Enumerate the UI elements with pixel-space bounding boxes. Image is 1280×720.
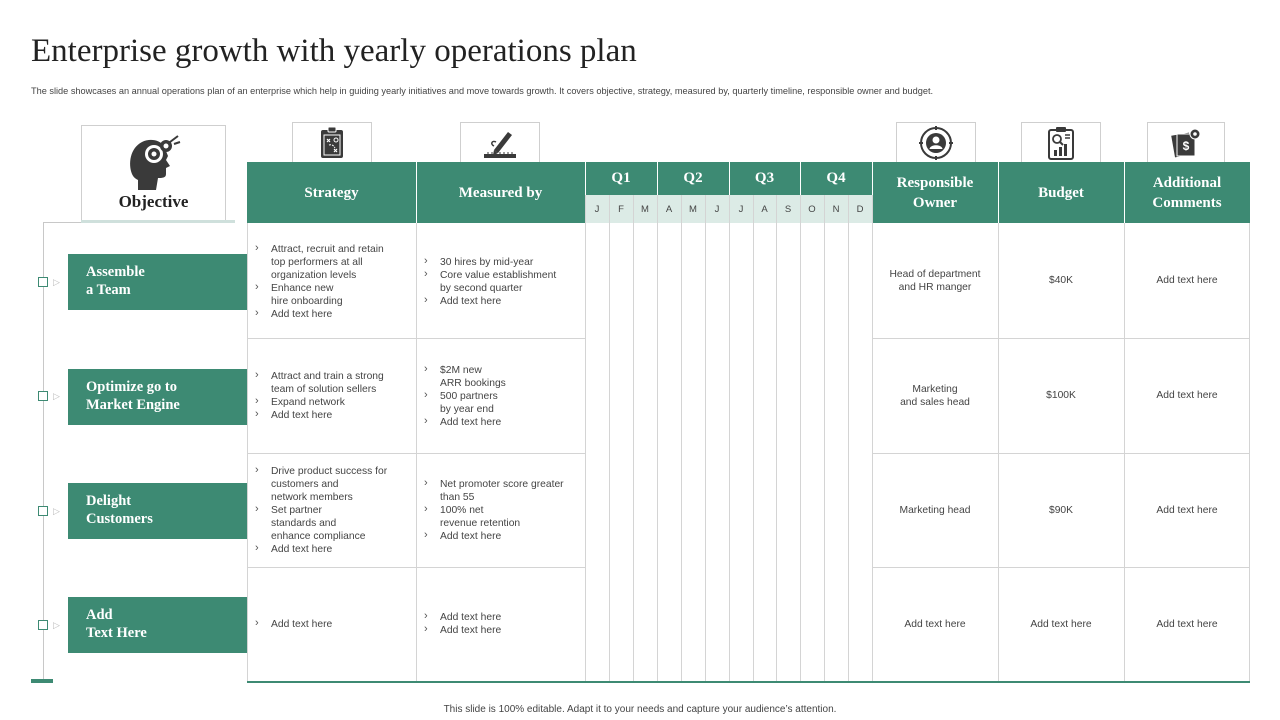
grid-line	[416, 223, 417, 681]
strategy-list	[253, 618, 413, 631]
objective-header	[81, 125, 226, 222]
list-item: › Add text here	[422, 416, 582, 429]
grid-line	[776, 195, 777, 681]
list-item: › Add text here	[422, 530, 582, 543]
budget-cell: Add text here	[1030, 618, 1092, 630]
objective-label: Delight Customers	[68, 483, 248, 539]
list-item: › 30 hires by mid-year	[422, 256, 582, 269]
measured-by-list	[422, 611, 582, 637]
list-item: › Drive product success for customers and network members	[253, 465, 413, 504]
list-item: › Add text here	[253, 409, 413, 422]
list-item: › Attract, recruit and retain top performers at all organization levels	[253, 243, 413, 282]
timeline-marker	[38, 620, 48, 630]
month-jun: J	[705, 195, 729, 223]
grid-line	[247, 223, 248, 681]
header-divider	[800, 162, 801, 195]
grid-line	[609, 195, 610, 681]
header-divider	[657, 162, 658, 195]
header-divider	[729, 162, 730, 195]
header-q1: Q1	[585, 162, 657, 195]
objective-label: Add Text Here	[68, 597, 248, 653]
grid-line	[633, 195, 634, 681]
page-title: Enterprise growth with yearly operations plan	[31, 33, 637, 69]
list-item: › Add text here	[253, 543, 413, 556]
svg-text:$: $	[1182, 139, 1190, 153]
chevron-right-icon: ▷	[53, 506, 60, 516]
objective-label: Assemble a Team	[68, 254, 248, 310]
objective-underline	[81, 220, 235, 223]
timeline-marker	[38, 506, 48, 516]
list-item: › 500 partners by year end	[422, 390, 582, 416]
comments-cell: Add text here	[1156, 275, 1218, 286]
comments-icon-box	[1147, 122, 1225, 163]
grid-line	[753, 195, 754, 681]
grid-line	[729, 195, 730, 681]
month-jul: J	[729, 195, 753, 223]
list-item: › Add text here	[422, 611, 582, 624]
month-nov: N	[824, 195, 848, 223]
budget-cell: $100K	[1046, 390, 1076, 401]
strategy-board-icon	[320, 127, 344, 159]
grid-line	[848, 195, 849, 681]
header-q2: Q2	[657, 162, 729, 195]
measured-by-list	[422, 364, 582, 429]
table-bottom-border	[247, 681, 1250, 683]
list-item: › 100% net revenue retention	[422, 504, 582, 530]
month-may: M	[681, 195, 705, 223]
operations-table	[247, 162, 1250, 683]
header-responsible-owner-label: Responsible Owner	[896, 174, 974, 211]
list-item: › $2M new ARR bookings	[422, 364, 582, 390]
header-q3: Q3	[729, 162, 800, 195]
list-item: › Set partner standards and enhance compliance	[253, 504, 413, 543]
measured-by-icon-box	[460, 122, 540, 163]
grid-line	[681, 195, 682, 681]
footer-note: This slide is 100% editable. Adapt it to your needs and capture your audience’s attention.	[443, 704, 837, 715]
measured-by-list	[422, 256, 582, 308]
header-divider	[416, 162, 417, 223]
owner-icon-box	[896, 122, 976, 163]
comments-cell: Add text here	[1156, 618, 1218, 630]
month-dec: D	[848, 195, 872, 223]
documents-gear-icon	[1171, 128, 1201, 158]
chevron-right-icon: ▷	[53, 277, 60, 287]
objective-label: Optimize go to Market Engine	[68, 369, 248, 425]
strategy-list	[253, 243, 413, 321]
owner-cell: Head of department and HR manger	[889, 268, 981, 293]
list-item: › Add text here	[422, 624, 582, 637]
header-measured-by: Measured by	[416, 162, 585, 223]
list-item: › Net promoter score greater than 55	[422, 478, 582, 504]
measured-by-list	[422, 478, 582, 543]
strategy-list	[253, 370, 413, 422]
timeline-marker	[38, 391, 48, 401]
row-divider	[247, 567, 585, 568]
header-comments-label: Additional Comments	[1152, 174, 1222, 211]
list-item: › Add text here	[253, 618, 413, 631]
header-strategy: Strategy	[247, 162, 416, 223]
header-budget: Budget	[998, 162, 1124, 223]
grid-line	[800, 195, 801, 681]
list-item: › Attract and train a strong team of solution sellers	[253, 370, 413, 396]
grid-line	[585, 195, 586, 681]
grid-line	[657, 195, 658, 681]
row-divider	[247, 453, 585, 454]
user-target-icon	[919, 126, 953, 160]
comments-cell: Add text here	[1156, 390, 1218, 401]
timeline-end-bar	[31, 679, 53, 683]
chevron-right-icon: ▷	[53, 620, 60, 630]
month-oct: O	[800, 195, 824, 223]
month-aug: A	[753, 195, 776, 223]
budget-icon-box	[1021, 122, 1101, 163]
chevron-right-icon: ▷	[53, 391, 60, 401]
timeline-marker	[38, 277, 48, 287]
timeline-line	[43, 222, 44, 680]
month-sep: S	[776, 195, 800, 223]
strategy-list	[253, 465, 413, 556]
timeline-connector	[43, 222, 81, 223]
comments-cell: Add text here	[1156, 504, 1218, 516]
budget-report-icon	[1047, 126, 1075, 160]
list-item: › Expand network	[253, 396, 413, 409]
grid-line	[824, 195, 825, 681]
header-divider	[1124, 162, 1125, 223]
list-item: › Add text here	[253, 308, 413, 321]
header-divider	[998, 162, 999, 223]
owner-cell: Marketing head	[899, 504, 971, 516]
list-item: › Enhance new hire onboarding	[253, 282, 413, 308]
month-feb: F	[609, 195, 633, 223]
month-jan: J	[585, 195, 609, 223]
owner-cell: Marketing and sales head	[900, 383, 970, 408]
page-subtitle: The slide showcases an annual operations plan of an enterprise which help in guiding yearly initiatives and move towards growth. It covers objective, strategy, measured by, quarterly timeline, responsible owner and budget.	[31, 86, 934, 96]
strategy-icon-box	[292, 122, 372, 163]
month-apr: A	[657, 195, 681, 223]
list-item: › Add text here	[422, 295, 582, 308]
objective-header-label: Objective	[118, 192, 189, 211]
budget-cell: $90K	[1048, 504, 1074, 516]
budget-cell: $40K	[1048, 275, 1074, 286]
pencil-ruler-icon	[482, 128, 518, 158]
grid-line	[705, 195, 706, 681]
month-mar: M	[633, 195, 657, 223]
header-responsible-owner	[872, 162, 998, 223]
row-divider	[247, 338, 585, 339]
owner-cell: Add text here	[904, 618, 966, 630]
head-gears-icon	[126, 134, 182, 197]
header-comments	[1124, 162, 1250, 223]
list-item: › Core value establishment by second quarter	[422, 269, 582, 295]
header-q4: Q4	[800, 162, 872, 195]
